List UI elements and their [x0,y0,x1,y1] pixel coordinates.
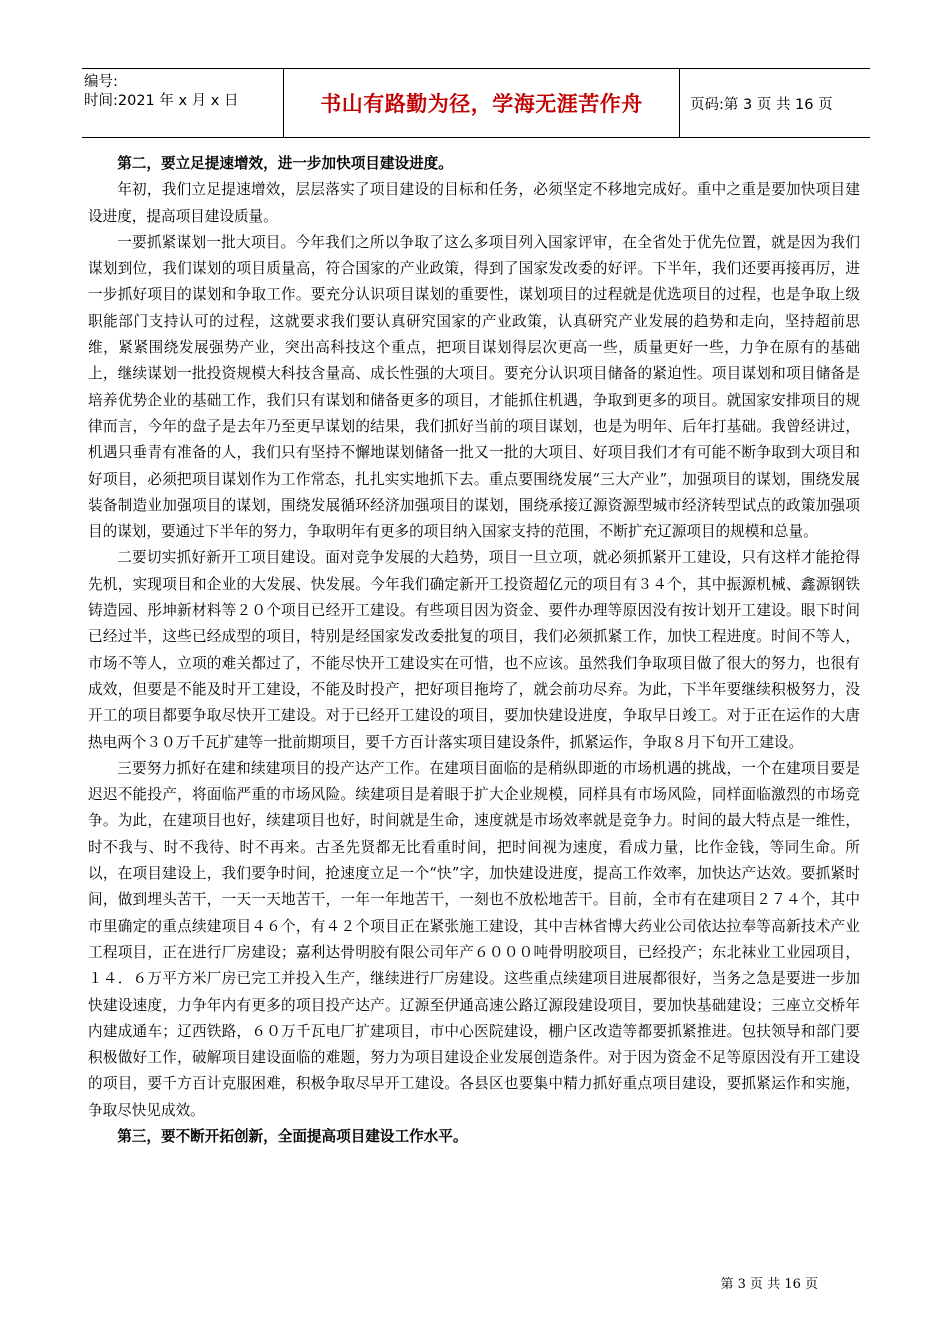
document-time: 时间:2021 年 x 月 x 日 [84,93,239,109]
body-paragraph: 年初，我们立足提速增效，层层落实了项目建设的目标和任务，必须坚定不移地完成好。重中之重是要加快项目建设进度，提高项目建设质量。 [88,181,860,225]
body-paragraph: 二要切实抓好新开工项目建设。面对竞争发展的大趋势，项目一旦立项，就必须抓紧开工建设，只有这样才能抢得先机，实现项目和企业的大发展、快发展。今年我们确定新开工投资超亿元的项目有３４个，其中振源机械、鑫源钢铁铸造园、彤坤新材料等２０个项目已经开工建设。有些项目因为资金、要件办理等原因没有按计划开工建设。眼下时间已经过半，这些已经成型的项目，特别是经国家发改委批复的项目，我们必须抓紧工作，加快工程进度。时间不等人，市场不等人，立项的难关都过了，不能尽快开工建设实在可惜，也不应该。虽然我们争取项目做了很大的努力，也很有成效，但要是不能及时开工建设，不能及时投产，把好项目拖垮了，就会前功尽弃。为此，下半年要继续积极努力，没开工的项目都要争取尽快开工建设。对于已经开工建设的项目，要加快建设进度，争取早日竣工。对于正在运作的大唐热电两个３０万千瓦扩建等一批前期项目，要千方百计落实项目建设条件，抓紧运作，争取８月下旬开工建设。 [88,549,860,751]
document-number: 编号: [84,74,118,90]
body-paragraph: 三要努力抓好在建和续建项目的投产达产工作。在建项目面临的是稍纵即逝的市场机遇的挑战，一个在建项目要是迟迟不能投产，将面临严重的市场风险。续建项目是着眼于扩大企业规模，同样具有市场风险，同样面临激烈的市场竞争。为此，在建项目也好，续建项目也好，时间就是生命，速度就是市场效率就是竞争力。时间的最大特点是一维性，时不我与、时不我待、时不再来。古圣先贤都无比看重时间，把时间视为速度，看成力量，比作金钱，等同生命。所以，在项目建设上，我们要争时间，抢速度立足一个“快”字，加快建设进度，提高工作效率，加快达产达效。要抓紧时间，做到埋头苦干，一天一天地苦干，一年一年地苦干，一刻也不放松地苦干。目前，全市有在建项目２７４个，其中市里确定的重点续建项目４６个，有４２个项目正在紧张施工建设，其中吉林省博大药业公司依达拉奉等高新技术产业工程项目，正在进行厂房建设；嘉利达骨明胶有限公司年产６０００吨骨明胶项目，已经投产；东北袜业工业园项目，１４．６万平方米厂房已完工并投入生产，继续进行厂房建设。这些重点续建项目进展都很好，当务之急是要进一步加快建设速度，力争年内有更多的项目投产达产。辽源至伊通高速公路辽源段建设项目，要加快基础建设；三座立交桥年内建成通车；辽西铁路，６０万千瓦电厂扩建项目，市中心医院建设，棚户区改造等都要抓紧推进。包扶领导和部门要积极做好工作，破解项目建设面临的难题，努力为项目建设企业发展创造条件。对于因为资金不足等原因没有开工建设的项目，要千方百计克服困难，积极争取尽早开工建设。各县区也要集中精力抓好重点项目建设，要抓紧运作和实施，争取尽快见成效。 [88,759,860,1119]
body-paragraph: 一要抓紧谋划一批大项目。今年我们之所以争取了这么多项目列入国家评审，在全省处于优先位置，就是因为我们谋划到位，我们谋划的项目质量高，符合国家的产业政策，得到了国家发改委的好评。下半年，我们还要再接再厉，进一步抓好项目的谋划和争取工作。要充分认识项目谋划的重要性，谋划项目的过程就是优选项目的过程，也是争取上级职能部门支持认可的过程，这就要求我们要认真研究国家的产业政策，认真研究产业发展的趋势和走向，坚持超前思维，紧紧围绕发展强势产业，突出高科技这个重点，把项目谋划得层次更高一些，质量更好一些，力争在原有的基础上，继续谋划一批投资规模大科技含量高、成长性强的大项目。要充分认识项目储备的紧迫性。项目谋划和项目储备是培养优势企业的基础工作，我们只有谋划和储备更多的项目，才能抓住机遇，争取到更多的项目。就国家安排项目的规律而言，今年的盘子是去年乃至更早谋划的结果，我们抓好当前的项目谋划，也是为明年、后年打基础。我曾经讲过，机遇只垂青有准备的人，我们只有坚持不懈地谋划储备一批又一批的大项目、好项目我们才有可能不断争取到大项目和好项目，必须把项目谋划作为工作常态，扎扎实实地抓下去。重点要围绕发展“三大产业”，加强项目的谋划，围绕发展装备制造业加强项目的谋划，围绕发展循环经济加强项目的谋划，围绕承接辽源资源型城市经济转型试点的政策加强项目的谋划，要通过下半年的努力，争取明年有更多的项目纳入国家支持的范围，不断扩充辽源项目的规模和总量。 [88,233,860,541]
page-header [82,68,870,138]
section-heading: 第二，要立足提速增效，进一步加快项目建设进度。 [117,155,453,172]
document-body [88,151,860,1150]
section-heading: 第三，要不断开拓创新，全面提高项目建设工作水平。 [117,1127,468,1145]
header-meta [82,69,284,137]
header-slogan: 书山有路勤为径，学海无涯苦作舟 [284,69,680,137]
header-page-number: 页码:第 3 页 共 16 页 [690,96,833,113]
page-footer: 第 3 页 共 16 页 [720,1277,818,1292]
